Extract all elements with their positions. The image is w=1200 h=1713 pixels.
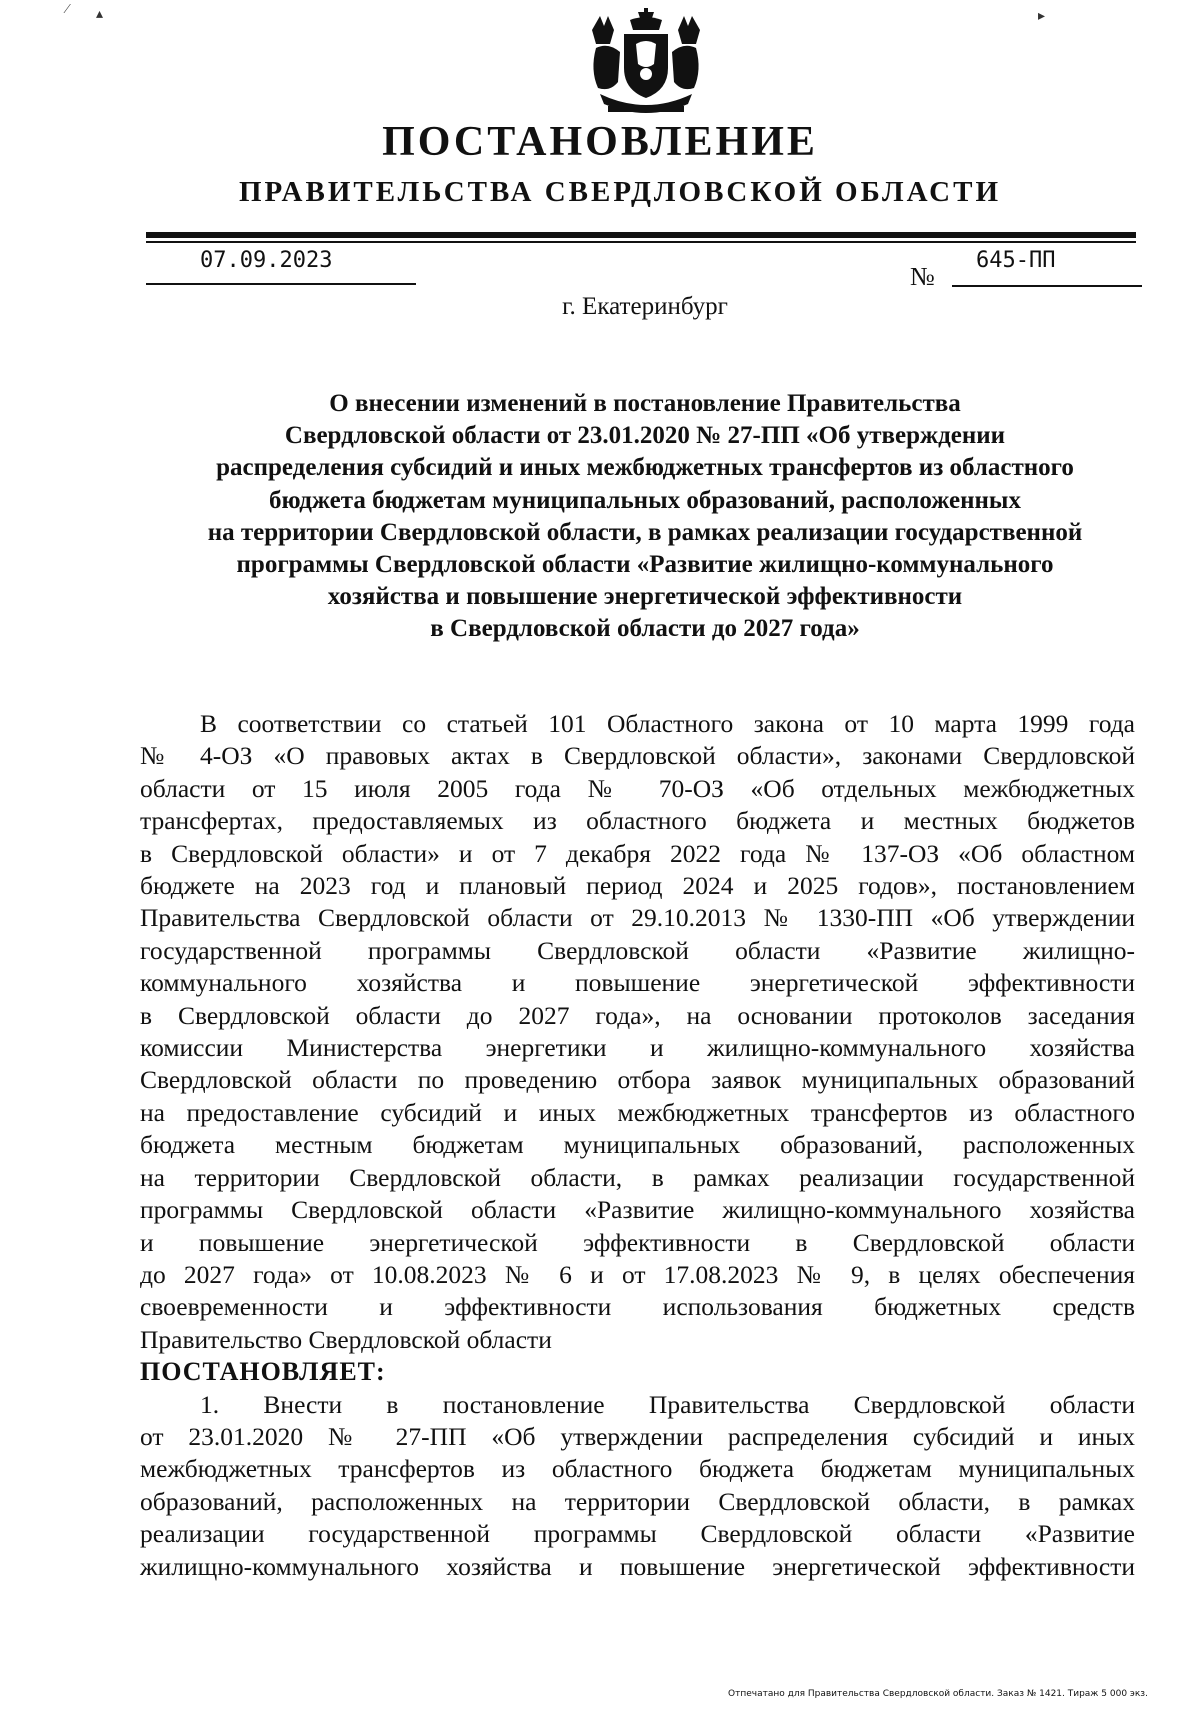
title-line: на территории Свердловской области, в рамках реализации государственной [207,518,1083,546]
preamble-line: в Свердловской области до 2027 года», на основании протоколов заседания [140,1000,1135,1030]
preamble-line: государственной программы Свердловской области «Развитие жилищно- [140,935,1135,965]
print-footer: Отпечатано для Правительства Свердловской области. Заказ № 1421. Тираж 5 000 экз. [728,1689,1148,1699]
title-line: распределения субсидий и иных межбюджетных трансфертов из областного [216,454,1074,482]
preamble-line: в Свердловской области» и от 7 декабря 2022 года № 137-ОЗ «Об областном [140,838,1135,868]
clause-line: образований, расположенных на территории Свердловской области, в рамках [140,1486,1135,1516]
preamble-line: программы Свердловской области «Развитие жилищно-коммунального хозяйства [140,1195,1135,1225]
preamble-line: на территории Свердловской области, в рамках реализации государственной [140,1162,1135,1192]
scan-artifact: ▴ [96,7,104,22]
resolves-heading: ПОСТАНОВЛЯЕТ: [140,1357,386,1387]
preamble-line: коммунального хозяйства и повышение энергетической эффективности [140,968,1135,998]
document-number: 645-ПП [976,248,1056,273]
preamble-line: Правительства Свердловской области от 29.10.2013 № 1330-ПП «Об утверждении [140,903,1135,933]
scan-artifact: ⁄ [66,2,69,17]
preamble-line: своевременности и эффективности использования бюджетных средств [140,1292,1135,1322]
preamble-line: трансфертах, предоставляемых из областного бюджета и местных бюджетов [140,806,1135,836]
preamble-line: комиссии Министерства энергетики и жилищно-коммунального хозяйства [140,1033,1135,1063]
preamble-line: и повышение энергетической эффективности в Свердловской области [140,1227,1135,1257]
clause-line: межбюджетных трансфертов из областного бюджета бюджетам муниципальных [140,1454,1135,1484]
preamble-line: бюджете на 2023 год и плановый период 2024 и 2025 годов», постановлением [140,871,1135,901]
title-line: в Свердловской области до 2027 года» [430,615,860,643]
scan-artifact: ▸ [1038,9,1046,24]
preamble-line: бюджета местным бюджетам муниципальных образований, расположенных [140,1130,1135,1160]
title-line: программы Свердловской области «Развитие жилищно-коммунального [236,551,1054,579]
document-type-heading: ПОСТАНОВЛЕНИЕ [382,119,818,165]
clause-line: жилищно-коммунального хозяйства и повышение энергетической эффективности [140,1551,1135,1581]
clause-line: реализации государственной программы Свердловской области «Развитие [140,1519,1135,1549]
preamble-line: В соответствии со статьей 101 Областного закона от 10 марта 1999 года [200,709,1135,738]
title-line: Свердловской области от 23.01.2020 № 27-ПП «Об утверждении [284,422,1006,450]
issuer-heading: ПРАВИТЕЛЬСТВА СВЕРДЛОВСКОЙ ОБЛАСТИ [238,176,1002,208]
city-label: г. Екатеринбург [562,293,728,320]
number-underline [952,285,1142,287]
header-divider-thick [146,232,1136,238]
preamble-line: на предоставление субсидий и иных межбюджетных трансфертов из областного [140,1097,1135,1127]
title-line: бюджета бюджетам муниципальных образований, расположенных [269,486,1021,514]
title-line: О внесении изменений в постановление Правительства [329,390,961,417]
clause-line: 1. Внести в постановление Правительства Свердловской области [200,1389,1135,1419]
date-underline [146,283,416,285]
preamble-line: № 4-ОЗ «О правовых актах в Свердловской области», законами Свердловской [140,741,1135,771]
title-line: хозяйства и повышение энергетической эффективности [327,583,963,611]
header-divider-thin [146,241,1136,243]
preamble-line: до 2027 года» от 10.08.2023 № 6 и от 17.08.2023 № 9, в целях обеспечения [140,1259,1135,1289]
coat-of-arms-icon [586,8,706,120]
document-title [130,388,1160,646]
preamble-line: области от 15 июля 2005 года № 70-ОЗ «Об отдельных межбюджетных [140,773,1135,803]
number-sign: № [910,262,935,291]
preamble-line: Правительство Свердловской области [140,1324,552,1354]
document-body [140,708,1135,1583]
document-date: 07.09.2023 [200,248,333,273]
clause-line: от 23.01.2020 № 27-ПП «Об утверждении распределения субсидий и иных [140,1421,1135,1451]
preamble-line: Свердловской области по проведению отбора заявок муниципальных образований [140,1065,1135,1095]
